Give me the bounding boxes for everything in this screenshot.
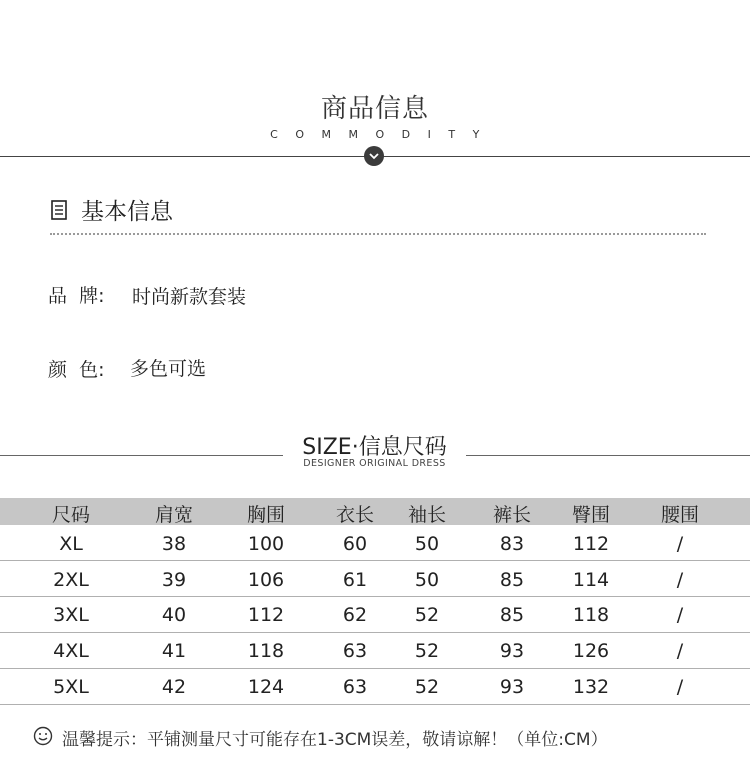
- table-cell: 52: [414, 640, 440, 662]
- dotted-divider: [50, 233, 706, 235]
- table-header-cell: 腰围: [660, 504, 699, 526]
- table-cell: 39: [161, 569, 187, 591]
- table-cell: 93: [499, 640, 525, 662]
- table-cell: 106: [247, 569, 285, 591]
- table-cell: 62: [342, 604, 368, 626]
- row-divider: [0, 560, 750, 561]
- table-cell: 63: [342, 640, 368, 662]
- table-cell: 112: [572, 533, 610, 555]
- table-cell: 2XL: [53, 569, 89, 591]
- chevron-down-icon: [364, 146, 384, 166]
- row-divider: [0, 596, 750, 597]
- smiley-icon: [33, 726, 53, 750]
- table-cell: 112: [247, 604, 285, 626]
- table-cell: 100: [247, 533, 285, 555]
- table-cell: 5XL: [53, 676, 89, 698]
- color-value: 多色可选: [130, 358, 207, 380]
- table-header-cell: 衣长: [335, 504, 374, 526]
- table-cell: /: [676, 604, 684, 626]
- table-cell: 42: [161, 676, 187, 698]
- brand-label: 品 牌:: [48, 285, 105, 307]
- size-divider-left: [0, 455, 283, 456]
- table-cell: 118: [247, 640, 285, 662]
- table-cell: XL: [59, 533, 83, 555]
- table-cell: 60: [342, 533, 368, 555]
- table-cell: 3XL: [53, 604, 89, 626]
- document-icon: [50, 200, 68, 224]
- table-cell: 132: [572, 676, 610, 698]
- table-cell: /: [676, 640, 684, 662]
- table-cell: 50: [414, 533, 440, 555]
- color-label: 颜 色:: [48, 359, 105, 381]
- table-cell: 61: [342, 569, 368, 591]
- table-header-cell: 臀围: [571, 504, 610, 526]
- table-cell: 40: [161, 604, 187, 626]
- measurement-note: 温馨提示：平铺测量尺寸可能存在1-3CM误差，敬请谅解！（单位:CM）: [62, 730, 608, 750]
- table-cell: 124: [247, 676, 285, 698]
- table-cell: /: [676, 676, 684, 698]
- page-title: 商品信息: [320, 94, 429, 124]
- table-header-cell: 尺码: [51, 504, 90, 526]
- table-cell: 93: [499, 676, 525, 698]
- row-divider: [0, 632, 750, 633]
- table-cell: 41: [161, 640, 187, 662]
- table-cell: 4XL: [53, 640, 89, 662]
- table-header-cell: 袖长: [407, 504, 446, 526]
- table-header-cell: 肩宽: [154, 504, 193, 526]
- table-cell: 83: [499, 533, 525, 555]
- row-divider: [0, 668, 750, 669]
- table-cell: 114: [572, 569, 610, 591]
- table-cell: /: [676, 533, 684, 555]
- table-cell: 52: [414, 604, 440, 626]
- table-cell: 50: [414, 569, 440, 591]
- table-header-cell: 裤长: [492, 504, 531, 526]
- table-cell: 126: [572, 640, 610, 662]
- size-divider-right: [466, 455, 750, 456]
- table-cell: 118: [572, 604, 610, 626]
- table-cell: 52: [414, 676, 440, 698]
- brand-value: 时尚新款套装: [132, 286, 247, 308]
- size-section-subtitle: DESIGNER ORIGINAL DRESS: [303, 458, 446, 469]
- table-cell: 63: [342, 676, 368, 698]
- table-cell: 85: [499, 569, 525, 591]
- page-subtitle: COMMODITY: [270, 128, 497, 141]
- table-header-cell: 胸围: [246, 504, 285, 526]
- table-cell: 85: [499, 604, 525, 626]
- table-cell: /: [676, 569, 684, 591]
- row-divider: [0, 704, 750, 705]
- basic-info-title: 基本信息: [81, 199, 173, 225]
- table-cell: 38: [161, 533, 187, 555]
- size-section-title: SIZE·信息尺码: [302, 435, 447, 460]
